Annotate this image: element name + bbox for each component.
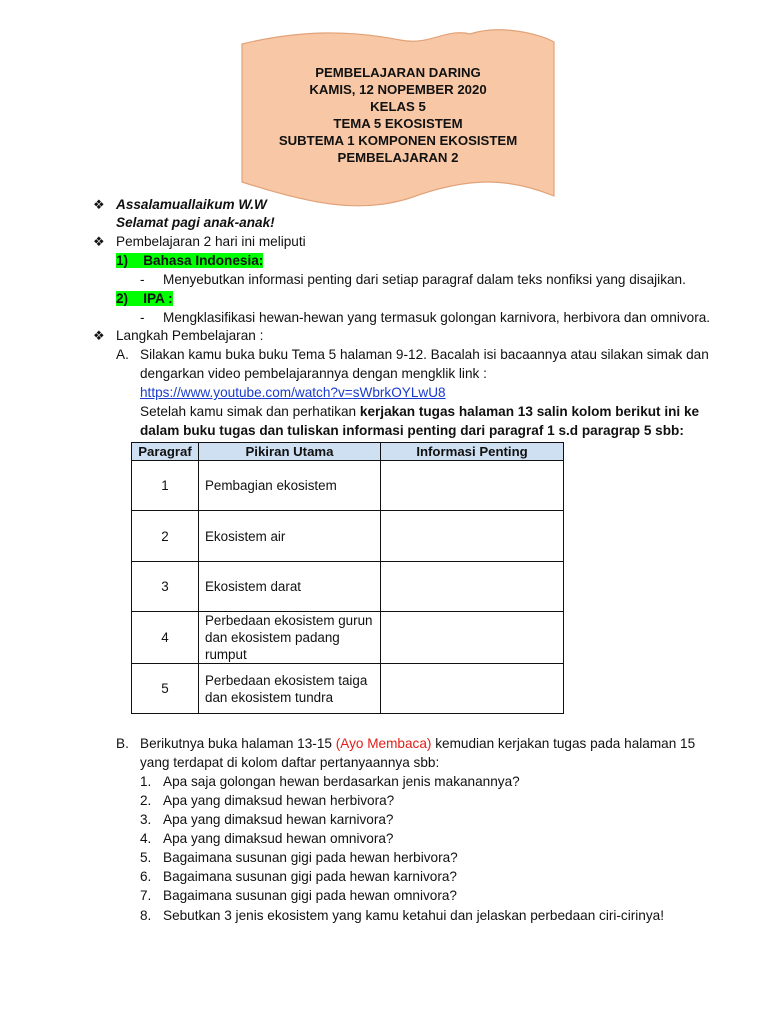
subject-2-dash: - bbox=[140, 310, 145, 325]
row-info-cell bbox=[381, 461, 564, 511]
question-text: Apa yang dimaksud hewan omnivora? bbox=[163, 831, 394, 846]
row-info-cell bbox=[381, 664, 564, 714]
question-text: Apa saja golongan hewan berdasarkan jenis makanannya? bbox=[163, 774, 520, 789]
question-text: Bagaimana susunan gigi pada hewan karnivora? bbox=[163, 869, 457, 884]
subject-2-marker: 2) bbox=[116, 291, 129, 306]
step-a-line-4-plain: Setelah kamu simak dan perhatikan bbox=[140, 404, 360, 419]
subject-1-detail: Menyebutkan informasi penting dari setiap paragraf dalam teks nonfiksi yang disajikan. bbox=[163, 272, 686, 287]
banner-date: KAMIS, 12 NOPEMBER 2020 bbox=[309, 82, 487, 97]
diamond-star-bullet-icon: ❖ bbox=[93, 328, 105, 343]
header-pikiran-utama: Pikiran Utama bbox=[199, 443, 381, 461]
banner-theme: TEMA 5 EKOSISTEM bbox=[333, 116, 463, 131]
row-topic: Perbedaan ekosistem gurun dan ekosistem padang rumput bbox=[199, 612, 381, 664]
banner-line: PEMBELAJARAN DARING bbox=[315, 65, 481, 80]
subject-1-dash: - bbox=[140, 272, 145, 287]
subject-2-detail: Mengklasifikasi hewan-hewan yang termasuk golongan karnivora, herbivora dan omnivora. bbox=[163, 310, 711, 325]
row-number: 4 bbox=[132, 612, 199, 664]
question-number: 1. bbox=[140, 774, 152, 789]
step-a-line-4-bold: kerjakan tugas halaman 13 salin kolom berikut ini ke bbox=[359, 404, 700, 419]
subject-2-name: IPA : bbox=[143, 291, 173, 306]
question-number: 3. bbox=[140, 812, 152, 827]
diamond-star-bullet-icon: ❖ bbox=[93, 197, 105, 212]
step-a-line-1: Silakan kamu buka buku Tema 5 halaman 9-12. Bacalah isi bacaannya atau silakan simak dan bbox=[140, 347, 709, 362]
question-number: 2. bbox=[140, 793, 152, 808]
question-number: 5. bbox=[140, 850, 152, 865]
row-info-cell bbox=[381, 612, 564, 664]
step-b-marker: B. bbox=[116, 736, 129, 751]
subject-1-marker: 1) bbox=[116, 253, 129, 268]
row-topic: Pembagian ekosistem bbox=[199, 461, 381, 511]
banner-title-block bbox=[240, 64, 556, 166]
banner-class: KELAS 5 bbox=[370, 99, 426, 114]
greeting-line-1: Assalamuallaikum W.W bbox=[116, 197, 267, 212]
step-a-marker: A. bbox=[116, 347, 129, 362]
row-topic: Perbedaan ekosistem taiga dan ekosistem tundra bbox=[199, 664, 381, 714]
subject-2 bbox=[116, 289, 173, 308]
row-info-cell bbox=[381, 562, 564, 612]
question-text: Apa yang dimaksud hewan karnivora? bbox=[163, 812, 394, 827]
greeting-line-2: Selamat pagi anak-anak! bbox=[116, 215, 275, 230]
table-row bbox=[132, 664, 564, 714]
title-banner bbox=[240, 28, 556, 210]
table-row bbox=[132, 511, 564, 562]
intro-text: Pembelajaran 2 hari ini meliputi bbox=[116, 234, 306, 249]
question-number: 8. bbox=[140, 908, 152, 923]
header-informasi-penting: Informasi Penting bbox=[381, 443, 564, 461]
row-number: 3 bbox=[132, 562, 199, 612]
table-row bbox=[132, 461, 564, 511]
question-text: Bagaimana susunan gigi pada hewan herbivora? bbox=[163, 850, 458, 865]
question-text: Sebutkan 3 jenis ekosistem yang kamu ketahui dan jelaskan perbedaan ciri-cirinya! bbox=[163, 908, 664, 923]
banner-lesson: PEMBELAJARAN 2 bbox=[337, 150, 459, 165]
question-number: 4. bbox=[140, 831, 152, 846]
subject-1 bbox=[116, 251, 263, 270]
header-paragraf: Paragraf bbox=[132, 443, 199, 461]
table-header-row bbox=[132, 443, 564, 461]
step-a-line-4 bbox=[140, 402, 699, 421]
question-number: 6. bbox=[140, 869, 152, 884]
row-topic: Ekosistem air bbox=[199, 511, 381, 562]
step-b-line-2: yang terdapat di kolom daftar pertanyaannya sbb: bbox=[140, 755, 440, 770]
step-a-line-2: dengarkan video pembelajarannya dengan mengklik link : bbox=[140, 366, 487, 381]
row-info-cell bbox=[381, 511, 564, 562]
step-b-line-1 bbox=[140, 734, 695, 753]
table-row bbox=[132, 612, 564, 664]
row-number: 1 bbox=[132, 461, 199, 511]
youtube-link-wrap bbox=[140, 383, 446, 402]
step-b-line-1-pre: Berikutnya buka halaman 13-15 bbox=[140, 736, 336, 751]
youtube-link[interactable]: https://www.youtube.com/watch?v=sWbrkOYLwU8 bbox=[140, 385, 446, 400]
row-number: 2 bbox=[132, 511, 199, 562]
step-a-line-5: dalam buku tugas dan tuliskan informasi penting dari paragraf 1 s.d paragrap 5 sbb: bbox=[140, 423, 684, 438]
question-text: Bagaimana susunan gigi pada hewan omnivora? bbox=[163, 888, 457, 903]
question-text: Apa yang dimaksud hewan herbivora? bbox=[163, 793, 395, 808]
diamond-star-bullet-icon: ❖ bbox=[93, 234, 105, 249]
question-number: 7. bbox=[140, 888, 152, 903]
row-topic: Ekosistem darat bbox=[199, 562, 381, 612]
steps-heading: Langkah Pembelajaran : bbox=[116, 328, 264, 343]
table-row bbox=[132, 562, 564, 612]
assignment-table bbox=[131, 442, 564, 714]
ayo-membaca-label: (Ayo Membaca) bbox=[335, 736, 432, 751]
step-b-line-1-post: kemudian kerjakan tugas pada halaman 15 bbox=[431, 736, 696, 751]
subject-1-name: Bahasa Indonesia: bbox=[143, 253, 264, 268]
row-number: 5 bbox=[132, 664, 199, 714]
banner-subtheme: SUBTEMA 1 KOMPONEN EKOSISTEM bbox=[278, 133, 518, 148]
